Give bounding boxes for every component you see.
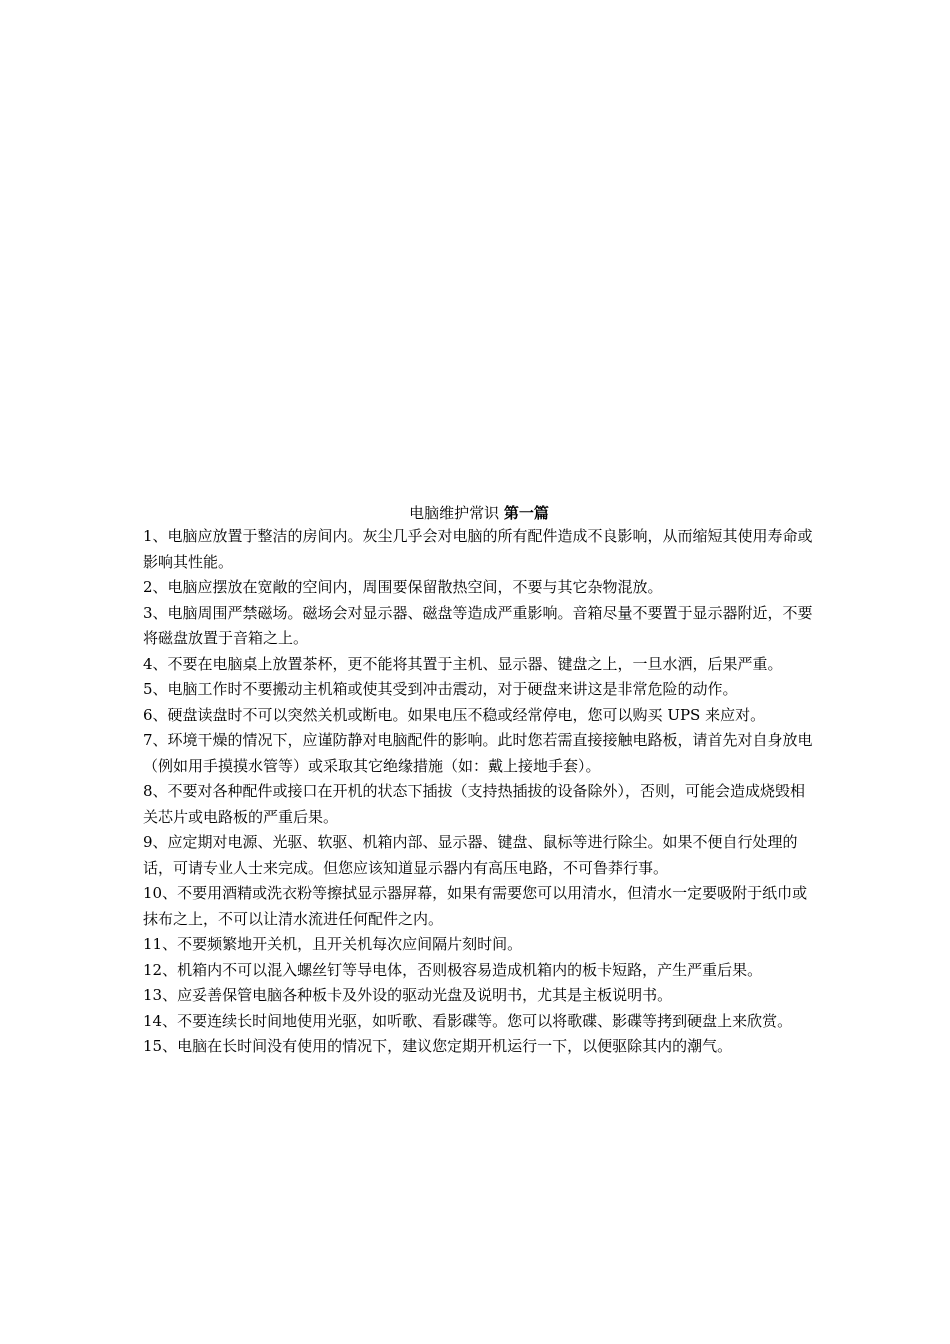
list-item: 12、机箱内不可以混入螺丝钉等导电体，否则极容易造成机箱内的板卡短路，产生严重后果。 <box>143 960 763 979</box>
list-item: 15、电脑在长时间没有使用的情况下，建议您定期开机运行一下，以便驱除其内的潮气。 <box>143 1037 733 1055</box>
document-title <box>143 502 815 524</box>
list-item: 1、电脑应放置于整洁的房间内。灰尘几乎会对电脑的所有配件造成不良影响，从而缩短其使用寿命或影响其性能。 <box>143 527 813 571</box>
document-body <box>143 502 815 1060</box>
list-item: 10、不要用酒精或洗衣粉等擦拭显示器屏幕，如果有需要您可以用清水，但清水一定要吸附于纸巾或抹布之上，不可以让清水流进任何配件之内。 <box>143 884 808 928</box>
list-item: 9、应定期对电源、光驱、软驱、机箱内部、显示器、键盘、鼠标等进行除尘。如果不便自行处理的话，可请专业人士来完成。但您应该知道显示器内有高压电路，不可鲁莽行事。 <box>143 833 798 877</box>
list-item: 13、应妥善保管电脑各种板卡及外设的驱动光盘及说明书，尤其是主板说明书。 <box>143 986 673 1004</box>
list-item: 4、不要在电脑桌上放置茶杯，更不能将其置于主机、显示器、键盘之上，一旦水洒，后果严重。 <box>143 654 783 673</box>
title-emphasis: 第一篇 <box>503 504 549 522</box>
list-item: 2、电脑应摆放在宽敞的空间内，周围要保留散热空间，不要与其它杂物混放。 <box>143 578 663 596</box>
tips-list <box>143 524 815 1060</box>
list-item: 5、电脑工作时不要搬动主机箱或使其受到冲击震动，对于硬盘来讲这是非常危险的动作。 <box>143 680 738 698</box>
list-item: 11、不要频繁地开关机，且开关机每次应间隔片刻时间。 <box>143 935 523 953</box>
list-item: 8、不要对各种配件或接口在开机的状态下插拔（支持热插拔的设备除外），否则，可能会造成烧毁相关芯片或电路板的严重后果。 <box>143 782 806 826</box>
list-item: 6、硬盘读盘时不可以突然关机或断电。如果电压不稳或经常停电，您可以购买 UPS 来应对。 <box>143 705 766 724</box>
title-main: 电脑维护常识 <box>409 504 504 522</box>
list-item: 14、不要连续长时间地使用光驱，如听歌、看影碟等。您可以将歌碟、影碟等拷到硬盘上来欣赏。 <box>143 1011 793 1030</box>
list-item: 3、电脑周围严禁磁场。磁场会对显示器、磁盘等造成严重影响。音箱尽量不要置于显示器附近，不要将磁盘放置于音箱之上。 <box>143 603 813 647</box>
list-item: 7、环境干燥的情况下，应谨防静对电脑配件的影响。此时您若需直接接触电路板，请首先对自身放电（例如用手摸摸水管等）或采取其它绝缘措施（如：戴上接地手套）。 <box>143 731 813 775</box>
